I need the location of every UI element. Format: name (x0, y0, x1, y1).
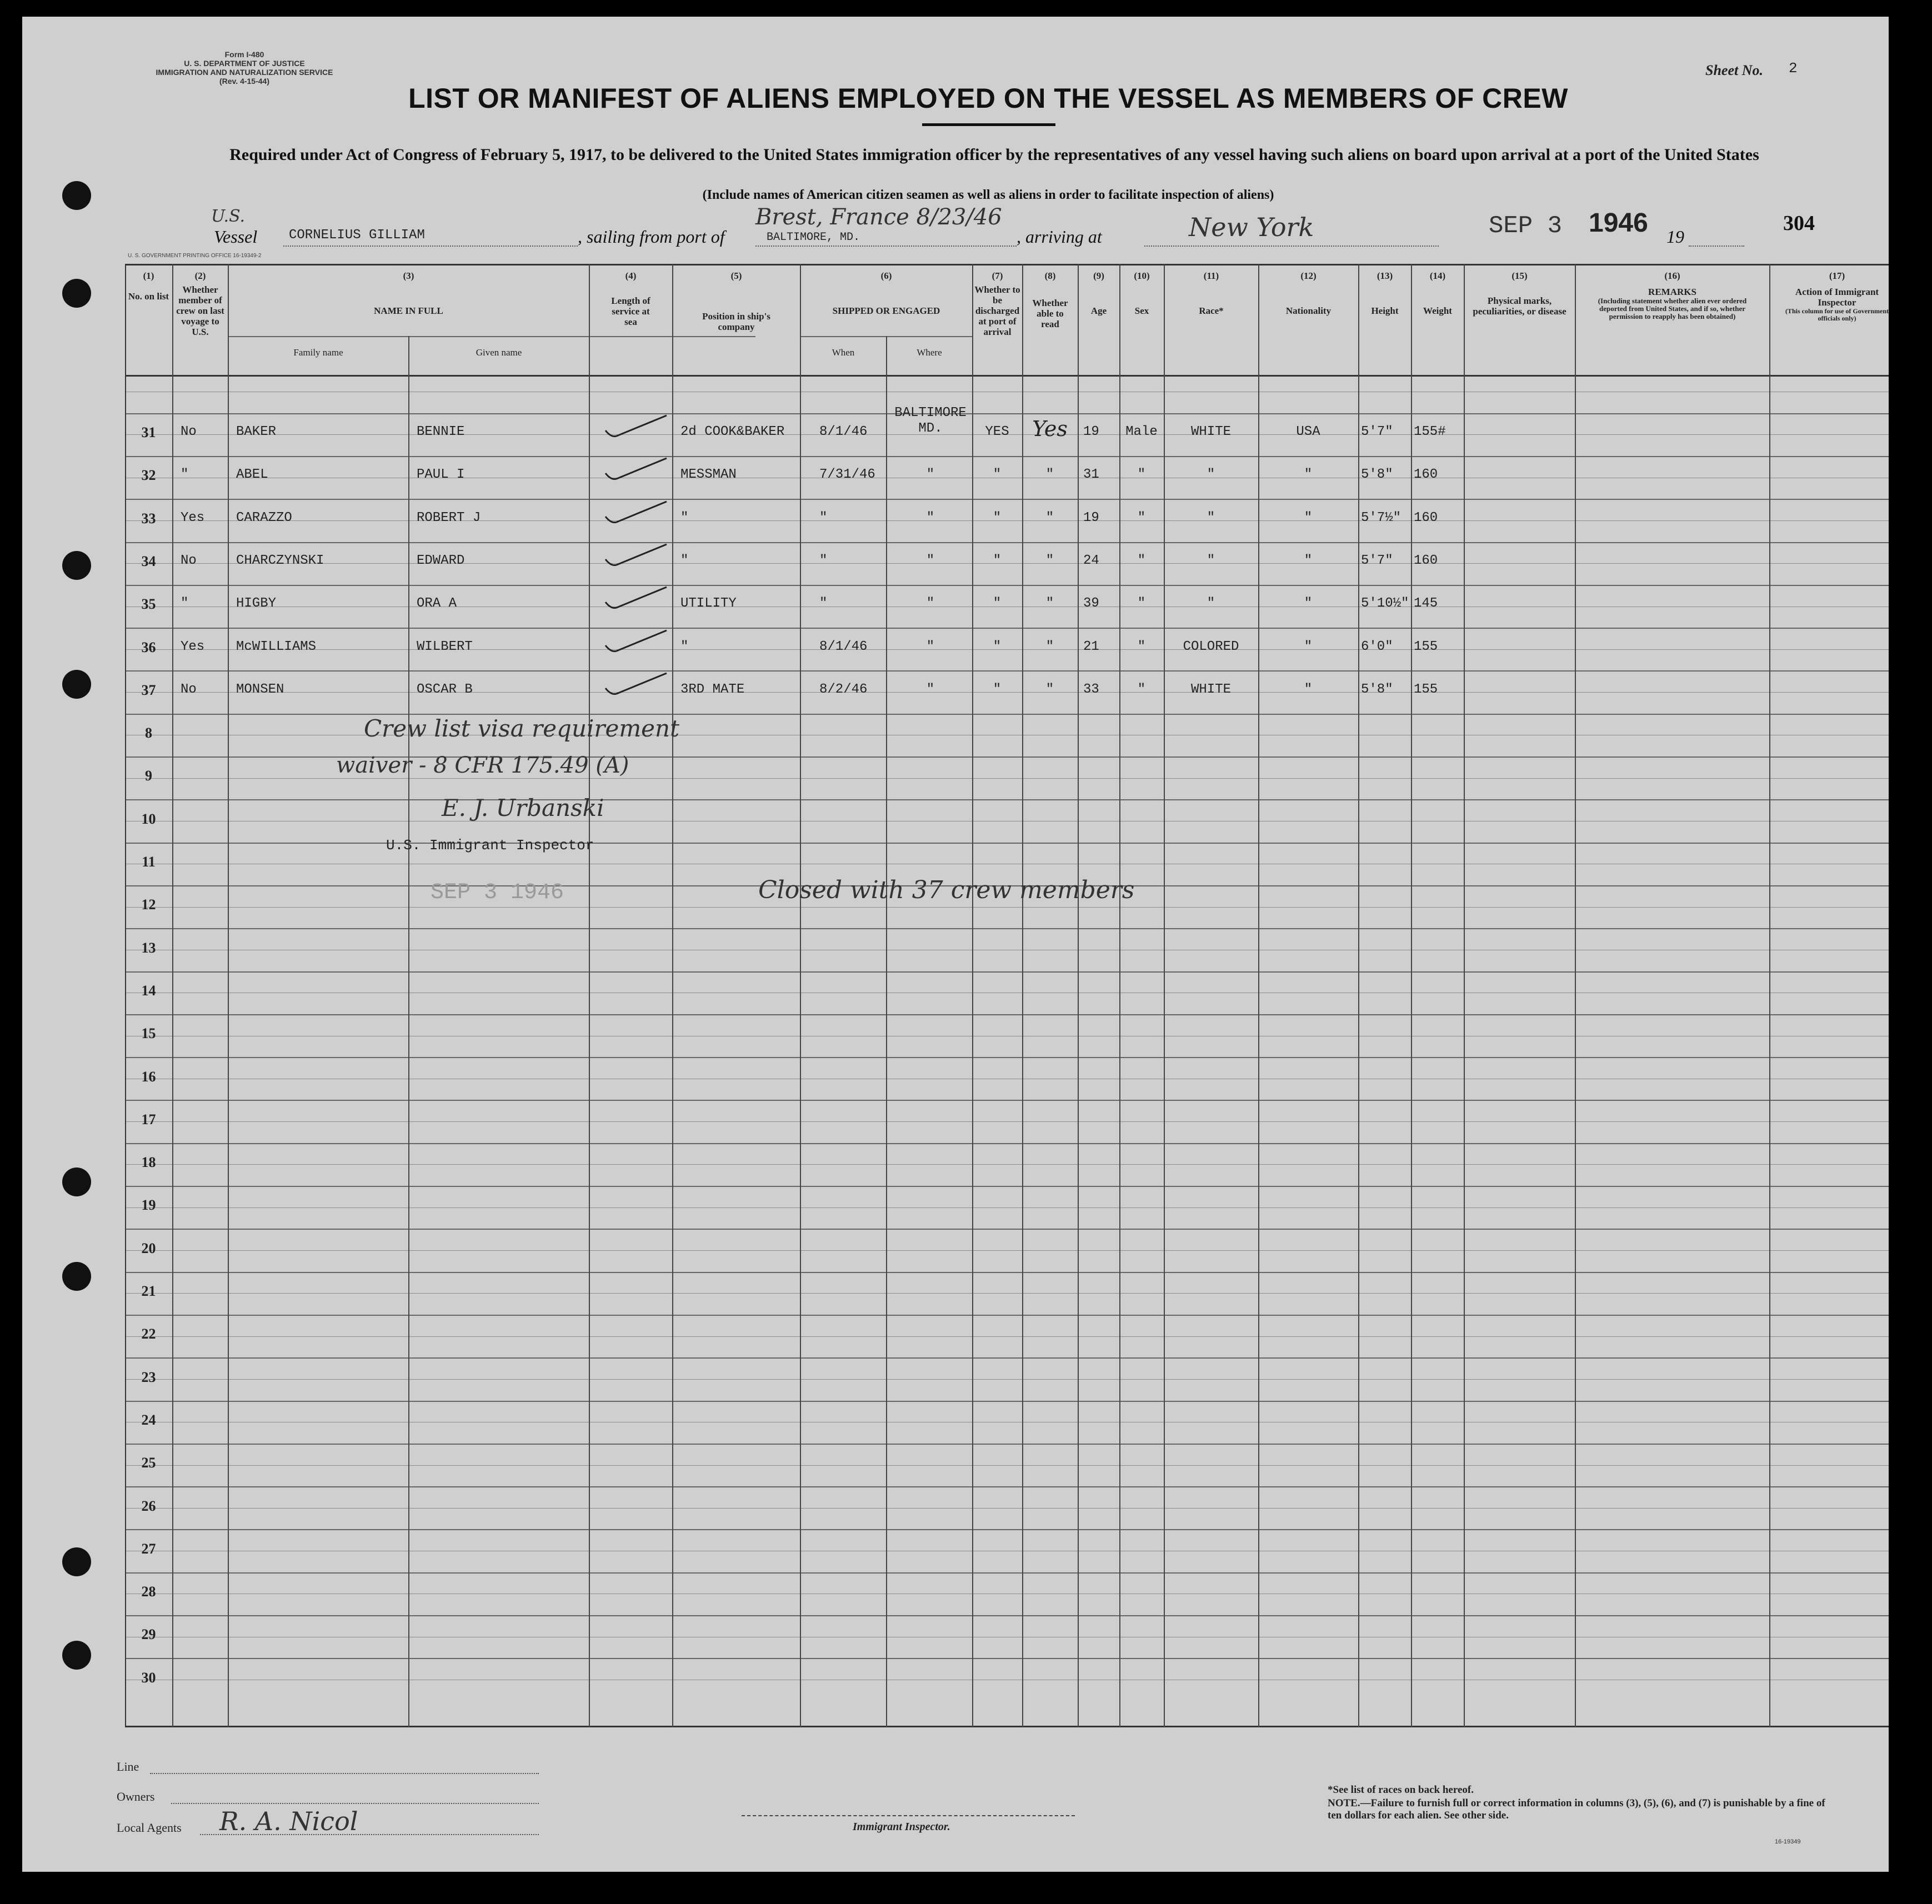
ruled-line (125, 1615, 1889, 1616)
ruled-line (125, 1508, 1889, 1509)
cell-discharged: YES (985, 424, 1009, 439)
row-number: 36 (141, 639, 156, 655)
port-typed: BALTIMORE, MD. (767, 231, 860, 244)
print-code: 16-19349 (1775, 1838, 1801, 1845)
cell-given: ORA A (417, 596, 457, 612)
ruled-line (125, 1229, 1889, 1230)
line-label: Line (117, 1760, 139, 1773)
column-divider (1411, 264, 1412, 1727)
cell-last-voyage: " (181, 596, 189, 612)
row-number: 28 (141, 1584, 156, 1600)
checkmark-icon (589, 405, 672, 444)
arriving-underline (1144, 245, 1439, 247)
cell-sex: " (1137, 467, 1146, 483)
date-stamp: SEP 3 (1489, 212, 1563, 240)
column-divider (1358, 264, 1359, 1727)
vessel-prefix: U.S. (211, 207, 246, 226)
ruled-line (125, 1379, 1889, 1380)
column-divider (672, 264, 673, 1727)
ruled-line (125, 1293, 1889, 1294)
cell-nationality: " (1304, 553, 1313, 568)
page-title: LIST OR MANIFEST OF ALIENS EMPLOYED ON THE VESSEL AS MEMBERS OF CREW (408, 83, 1568, 114)
row-number: 35 (141, 596, 156, 613)
cell-race: " (1207, 467, 1215, 483)
ruled-line (125, 628, 1889, 629)
title-rule (922, 123, 1055, 126)
column-divider (228, 264, 229, 1727)
ruled-line (125, 1100, 1889, 1101)
department: U. S. DEPARTMENT OF JUSTICE (184, 59, 305, 68)
cell-weight: 155 (1414, 682, 1438, 697)
cell-sex: Male (1125, 424, 1158, 439)
ruled-line (125, 1401, 1889, 1402)
col-5-header: (5) Position in ship's company (702, 270, 770, 332)
receipt-stamp: SEP 3 1946 (431, 880, 564, 905)
punch-hole (62, 551, 91, 580)
ruled-line (125, 1529, 1889, 1530)
col-6-header: (6) SHIPPED OR ENGAGED (832, 270, 940, 316)
col-17-header: (17) Action of Immigrant Inspector (This column for use of Government officials only) (1785, 270, 1889, 322)
cell-discharged: " (993, 596, 1002, 612)
cell-family: CARAZZO (236, 510, 292, 525)
cell-position: UTILITY (680, 596, 737, 612)
header-sub-rule (228, 336, 755, 337)
row-number: 22 (141, 1326, 156, 1342)
ruled-line (125, 1336, 1889, 1337)
row-number: 20 (141, 1240, 156, 1256)
ruled-line (125, 1014, 1889, 1015)
inspector-label: Immigrant Inspector. (853, 1821, 950, 1833)
column-divider (972, 264, 973, 1727)
cell-age: 24 (1083, 553, 1099, 568)
checkmark-icon (589, 448, 672, 487)
cell-race: " (1207, 510, 1215, 525)
col-7-header: (7) Whether to be discharged at port of arrival (974, 270, 1020, 337)
cell-read: " (1045, 467, 1054, 483)
ruled-line (125, 670, 1889, 672)
col-13-header: (13) Height (1371, 270, 1399, 316)
cell-race: WHITE (1190, 424, 1231, 439)
col-11-header: (11) Race* (1199, 270, 1224, 316)
row-number: 30 (141, 1669, 156, 1686)
cell-height: 5'7½" (1361, 510, 1402, 525)
cell-race: COLORED (1183, 639, 1239, 654)
checkmark-icon (589, 492, 672, 530)
cell-last-voyage: No (181, 424, 197, 439)
punch-hole (62, 1168, 91, 1196)
service: IMMIGRATION AND NATURALIZATION SERVICE (156, 68, 333, 77)
cell-race: " (1207, 596, 1215, 612)
punch-hole (62, 1641, 91, 1670)
cell-weight: 155 (1414, 639, 1438, 654)
col-8-header: (8) Whether able to read (1032, 270, 1068, 329)
row-number: 23 (141, 1369, 156, 1385)
penalty-note: NOTE.—Failure to furnish full or correct information in columns (3), (5), (6), and (7) is punishable by a fine of ten dollars for each alien. See other side. (1328, 1797, 1825, 1821)
cell-position: MESSMAN (680, 467, 737, 483)
ruled-line (125, 1121, 1889, 1122)
row-number: 31 (141, 424, 156, 440)
cell-discharged: " (993, 682, 1002, 697)
cell-height: 5'8" (1361, 467, 1393, 483)
where-header: Where (917, 347, 942, 358)
row-number: 34 (141, 553, 156, 569)
cell-given: EDWARD (417, 553, 465, 568)
ruled-line (125, 799, 1889, 800)
cell-nationality: " (1304, 682, 1313, 697)
port-handwritten: Brest, France 8/23/46 (755, 204, 1002, 230)
cell-given: PAUL I (417, 467, 465, 483)
row-number: 32 (141, 467, 156, 484)
cell-family: CHARCZYNSKI (236, 553, 324, 568)
column-divider (1022, 264, 1023, 1727)
ruled-line (125, 1143, 1889, 1144)
cell-last-voyage: " (181, 467, 189, 483)
cell-age: 19 (1083, 424, 1099, 439)
table-bottom-rule (125, 1726, 1889, 1727)
cell-sex: " (1137, 639, 1146, 654)
cell-weight: 160 (1414, 510, 1438, 525)
vessel-underline (283, 245, 578, 247)
row-number: 27 (141, 1540, 156, 1557)
row-number: 10 (141, 810, 156, 827)
cell-where: " (926, 639, 935, 654)
cell-last-voyage: No (181, 553, 197, 568)
revision: (Rev. 4-15-44) (219, 77, 269, 86)
cell-nationality: " (1304, 639, 1313, 654)
cell-where: " (926, 596, 935, 612)
cell-height: 5'10½" (1361, 596, 1409, 612)
inspector-title: U.S. Immigrant Inspector (386, 837, 594, 854)
agents-label: Local Agents (117, 1821, 182, 1835)
cell-age: 39 (1083, 596, 1099, 612)
subtitle: Required under Act of Congress of February 5, 1917, to be delivered to the United States immigration officer by the representatives of any vessel having such aliens on board upon arrival at a port of the United States (229, 146, 1759, 164)
cell-race: " (1207, 553, 1215, 568)
column-divider (800, 264, 801, 1727)
ruled-line (125, 1357, 1889, 1359)
cell-read: " (1045, 553, 1054, 568)
cell-last-voyage: No (181, 682, 197, 697)
printing-office: U. S. GOVERNMENT PRINTING OFFICE 16-19349-2 (128, 253, 262, 259)
cell-race: WHITE (1190, 682, 1231, 697)
ruled-line (125, 1572, 1889, 1574)
cell-read: " (1045, 639, 1054, 654)
cell-position: " (680, 639, 689, 654)
cell-sex: " (1137, 596, 1146, 612)
cell-family: BAKER (236, 424, 277, 439)
ruled-line (125, 907, 1889, 908)
races-footnote: *See list of races on back hereof. (1328, 1784, 1474, 1796)
cell-weight: 160 (1414, 467, 1438, 483)
row-number: 17 (141, 1111, 156, 1128)
cell-sex: " (1137, 553, 1146, 568)
cell-last-voyage: Yes (181, 639, 205, 654)
col-3-header: (3) NAME IN FULL (374, 270, 443, 316)
cell-position: 3RD MATE (680, 682, 745, 697)
ruled-line (125, 1315, 1889, 1316)
ruled-line (125, 1658, 1889, 1659)
owners-label: Owners (117, 1790, 155, 1803)
column-divider (1119, 264, 1120, 1727)
cell-when: 8/1/46 (819, 639, 868, 654)
row-number: 19 (141, 1197, 156, 1214)
year-label: 19 (1666, 227, 1684, 247)
col-14-header: (14) Weight (1423, 270, 1452, 316)
col-16-header: (16) REMARKS (Including statement whether alien ever ordered deported from United States, and if so, whether permission to reapply has been obtained) (1598, 270, 1747, 320)
row-number: 33 (141, 510, 156, 527)
cell-discharged: " (993, 510, 1002, 525)
cell-where: " (926, 510, 935, 525)
col-12-header: (12) Nationality (1285, 270, 1332, 316)
cell-discharged: " (993, 639, 1002, 654)
given-name-header: Given name (476, 347, 522, 358)
cell-when: " (819, 596, 828, 612)
cell-given: BENNIE (417, 424, 465, 439)
closed-note: Closed with 37 crew members (758, 876, 1135, 904)
page-number: 304 (1783, 212, 1815, 235)
col-4-header: (4) Length of service at sea (611, 270, 650, 327)
cell-discharged: " (993, 467, 1002, 483)
ruled-line (125, 456, 1889, 457)
column-divider (1769, 264, 1770, 1727)
ruled-line (125, 1207, 1889, 1208)
checkmark-icon (589, 663, 672, 702)
cell-given: ROBERT J (417, 510, 481, 525)
row-number: 37 (141, 682, 156, 698)
row-number: 29 (141, 1626, 156, 1643)
cell-read: " (1045, 596, 1054, 612)
cell-discharged: " (993, 553, 1002, 568)
checkmark-icon (589, 620, 672, 659)
year-stamp: 1946 (1589, 208, 1648, 238)
checkmark-icon (589, 534, 672, 573)
cell-nationality: " (1304, 596, 1313, 612)
ruled-line (125, 1164, 1889, 1165)
inspector-sign-line (742, 1815, 1075, 1816)
row-number: 16 (141, 1068, 156, 1085)
cell-nationality: " (1304, 467, 1313, 483)
row-number: 25 (141, 1455, 156, 1471)
port-underline (755, 245, 1017, 247)
cell-height: 5'7" (1361, 553, 1393, 568)
cell-age: 33 (1083, 682, 1099, 697)
punch-hole (62, 670, 91, 699)
column-divider (1078, 264, 1079, 1727)
row-number: 8 (145, 725, 152, 741)
agents-underline (200, 1834, 539, 1835)
cell-height: 6'0" (1361, 639, 1393, 654)
header-bottom-rule (125, 375, 1889, 377)
ruled-line (125, 499, 1889, 500)
family-name-header: Family name (293, 347, 343, 358)
cell-age: 19 (1083, 510, 1099, 525)
inclusion-note: (Include names of American citizen seamen as well as aliens in order to facilitate inspection of aliens) (702, 188, 1274, 202)
row-number: 26 (141, 1497, 156, 1514)
cell-read: " (1045, 510, 1054, 525)
row-number: 15 (141, 1025, 156, 1042)
cell-read: " (1045, 682, 1054, 697)
col-1-header: (1) No. on list (128, 270, 169, 302)
cell-weight: 145 (1414, 596, 1438, 612)
column-divider (1464, 264, 1465, 1727)
row-number: 12 (141, 896, 156, 913)
form-identifier (106, 50, 383, 86)
cell-where: " (926, 682, 935, 697)
col-9-header: (9) Age (1090, 270, 1107, 316)
cell-height: 5'8" (1361, 682, 1393, 697)
cell-family: ABEL (236, 467, 268, 483)
cell-nationality: " (1304, 510, 1313, 525)
table-top-rule (125, 264, 1889, 265)
punch-hole (62, 1262, 91, 1291)
cell-given: WILBERT (417, 639, 473, 654)
col-2-header: (2) Whether member of crew on last voyage to U.S. (176, 270, 224, 337)
inspector-signature: E. J. Urbanski (442, 794, 604, 821)
ruled-line (125, 413, 1889, 414)
cell-when: 8/2/46 (819, 682, 868, 697)
ruled-line (125, 1486, 1889, 1487)
line-underline (150, 1773, 539, 1774)
sailing-label: , sailing from port of (578, 227, 725, 247)
form-number: Form I-480 (224, 50, 264, 59)
sheet-label: Sheet No. (1705, 62, 1763, 78)
cell-weight: 160 (1414, 553, 1438, 568)
column-divider (1164, 264, 1165, 1727)
arriving-port: New York (1189, 212, 1314, 242)
cell-position: 2d COOK&BAKER (680, 424, 785, 439)
arriving-label: , arriving at (1017, 227, 1102, 247)
vessel-label: Vessel (214, 227, 258, 247)
owners-underline (171, 1803, 539, 1804)
punch-hole (62, 1547, 91, 1576)
punch-hole (62, 279, 91, 308)
cell-when: " (819, 553, 828, 568)
column-divider (408, 336, 409, 1727)
ruled-line (125, 928, 1889, 929)
column-divider (1258, 264, 1259, 1727)
row-number: 18 (141, 1154, 156, 1171)
cell-weight: 155# (1414, 424, 1446, 439)
cell-nationality: USA (1296, 424, 1320, 439)
col-15-header: (15) Physical marks, peculiarities, or disease (1473, 270, 1566, 317)
ruled-line (125, 1057, 1889, 1058)
cell-height: 5'7" (1361, 424, 1393, 439)
ruled-line (125, 1444, 1889, 1445)
row-number: 9 (145, 768, 152, 784)
col-10-header: (10) Sex (1134, 270, 1150, 316)
cell-family: McWILLIAMS (236, 639, 317, 654)
when-header: When (832, 347, 855, 358)
cell-age: 21 (1083, 639, 1099, 654)
column-divider (1575, 264, 1576, 1727)
row-number: 13 (141, 939, 156, 956)
cell-position: " (680, 510, 689, 525)
cell-where: " (926, 467, 935, 483)
cell-sex: " (1137, 682, 1146, 697)
waiver-note-line1: Crew list visa requirement (364, 715, 679, 742)
cell-family: HIGBY (236, 596, 277, 612)
row-number: 14 (141, 982, 156, 999)
manifest-sheet (22, 17, 1889, 1872)
row-number: 11 (142, 854, 156, 870)
agents-signature: R. A. Nicol (219, 1806, 358, 1836)
ruled-line (125, 1272, 1889, 1273)
ruled-line (125, 1465, 1889, 1466)
ruled-line (125, 971, 1889, 973)
cell-read: Yes (1032, 417, 1068, 441)
waiver-note-line2: waiver - 8 CFR 175.49 (A) (336, 753, 629, 778)
row-number: 21 (141, 1283, 156, 1299)
cell-when: 8/1/46 (819, 424, 868, 439)
cell-last-voyage: Yes (181, 510, 205, 525)
column-divider (886, 336, 887, 1727)
ruled-line (125, 1250, 1889, 1251)
cell-family: MONSEN (236, 682, 284, 697)
year-underline (1689, 245, 1744, 247)
ruled-line (125, 1186, 1889, 1187)
ruled-line (125, 542, 1889, 543)
cell-where: " (926, 553, 935, 568)
vessel-name: CORNELIUS GILLIAM (289, 228, 425, 243)
cell-position: " (680, 553, 689, 568)
cell-age: 31 (1083, 467, 1099, 483)
cell-where: BALTIMORE MD. (894, 405, 967, 436)
checkmark-icon (589, 577, 672, 616)
sheet-value: 2 (1789, 60, 1798, 77)
crew-table (125, 264, 1889, 1733)
ruled-line (125, 585, 1889, 586)
row-number: 24 (141, 1411, 156, 1428)
cell-when: 7/31/46 (819, 467, 875, 483)
cell-when: " (819, 510, 828, 525)
cell-given: OSCAR B (417, 682, 473, 697)
column-divider (172, 264, 173, 1727)
cell-sex: " (1137, 510, 1146, 525)
